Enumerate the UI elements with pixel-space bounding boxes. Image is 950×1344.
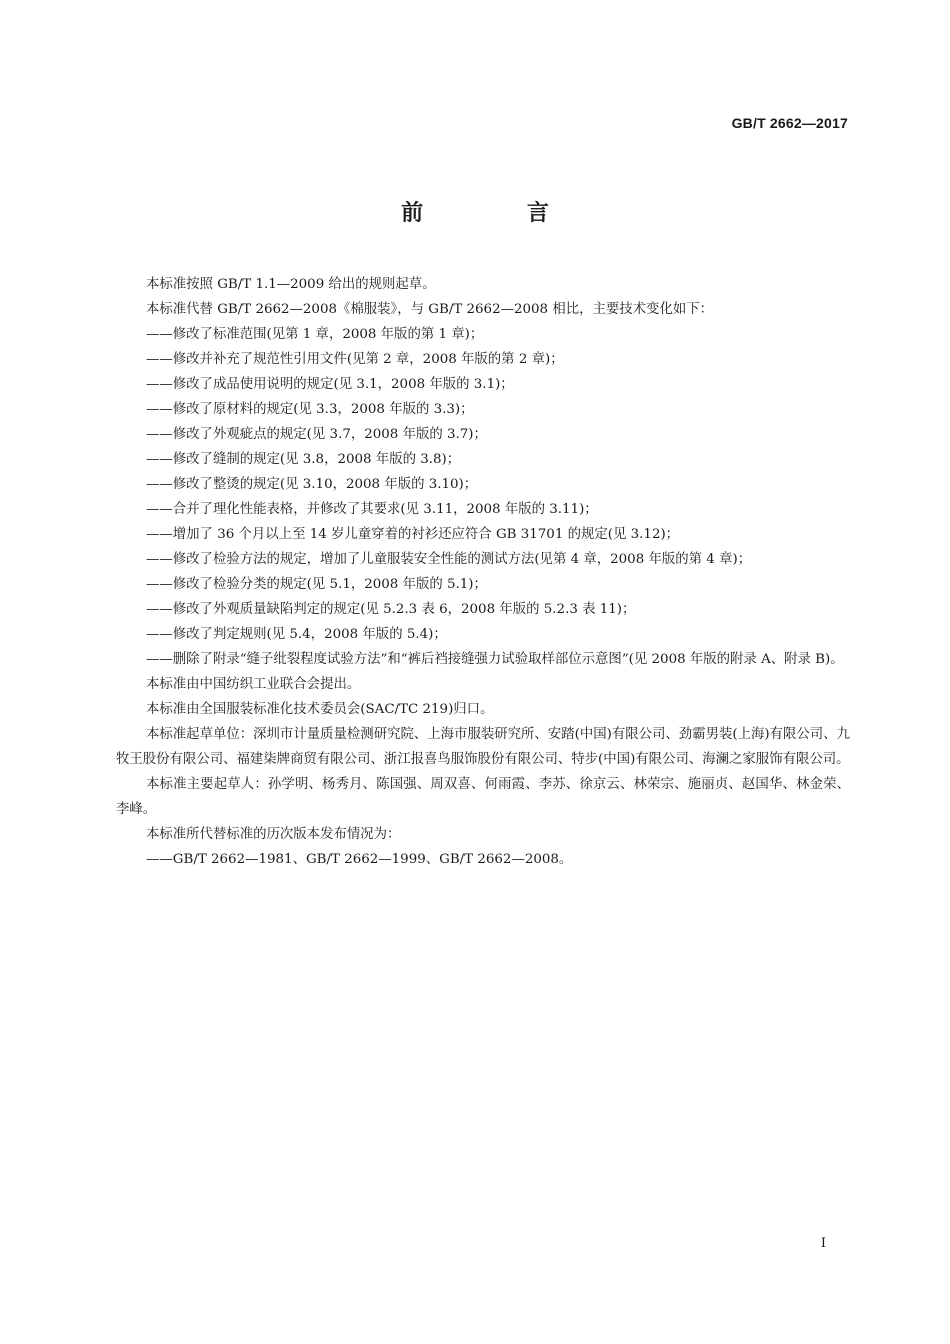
change-list-item: ——修改了标准范围(见第 1 章，2008 年版的第 1 章)； [146,327,484,342]
paragraph: 本标准主要起草人：孙学明、杨秀月、陈国强、周双喜、何雨霞、李苏、徐京云、林荣宗、施丽贞、赵国华、林金荣、李峰。 [116,777,850,817]
paragraph: 本标准按照 GB/T 1.1—2009 给出的规则起草。 [146,277,436,292]
change-list-item: ——修改了检验分类的规定(见 5.1，2008 年版的 5.1)； [146,577,487,592]
paragraph: 本标准由中国纺织工业联合会提出。 [146,677,361,692]
change-list-item: ——修改了外观疵点的规定(见 3.7，2008 年版的 3.7)； [146,427,487,442]
paragraph: 本标准所代替标准的历次版本发布情况为： [146,827,401,842]
paragraph: 本标准由全国服装标准化技术委员会(SAC/TC 219)归口。 [146,702,494,717]
change-list-item: ——合并了理化性能表格，并修改了其要求(见 3.11，2008 年版的 3.11)； [146,502,598,517]
change-list-item: ——修改了原材料的规定(见 3.3，2008 年版的 3.3)； [146,402,474,417]
standard-code: GB/T 2662—2017 [731,115,848,131]
change-list-item: ——删除了附录“缝子纰裂程度试验方法”和“裤后裆接缝强力试验取样部位示意图”(见 2008 年版的附录 A、附录 B)。 [146,652,844,667]
change-list-item: ——修改了检验方法的规定，增加了儿童服装安全性能的测试方法(见第 4 章，2008 年版的第 4 章)； [146,552,752,567]
change-list-item: ——修改了外观质量缺陷判定的规定(见 5.2.3 表 6，2008 年版的 5.2.3 表 11)； [146,602,636,617]
change-list-item: ——修改了缝制的规定(见 3.8，2008 年版的 3.8)； [146,452,461,467]
change-list-item: ——修改并补充了规范性引用文件(见第 2 章，2008 年版的第 2 章)； [146,352,564,367]
paragraph: 本标准起草单位：深圳市计量质量检测研究院、上海市服装研究所、安踏(中国)有限公司、劲霸男装(上海)有限公司、九牧王股份有限公司、福建柒牌商贸有限公司、浙江报喜鸟服饰股份有限公司、特步(中国)有限公司、海澜之家服饰有限公司。 [116,727,850,767]
edition-history-item: ——GB/T 2662—1981、GB/T 2662—1999、GB/T 2662—2008。 [146,852,573,867]
change-list-item: ——修改了成品使用说明的规定(见 3.1，2008 年版的 3.1)； [146,377,514,392]
change-list-item: ——修改了整烫的规定(见 3.10，2008 年版的 3.10)； [146,477,478,492]
paragraph: 本标准代替 GB/T 2662—2008《棉服装》，与 GB/T 2662—2008 相比，主要技术变化如下： [146,302,714,317]
foreword-body [116,272,850,872]
change-list-item: ——修改了判定规则(见 5.4，2008 年版的 5.4)； [146,627,447,642]
page-title: 前 言 [401,200,597,226]
change-list-item: ——增加了 36 个月以上至 14 岁儿童穿着的衬衫还应符合 GB 31701 的规定(见 3.12)； [146,527,680,542]
page-number: I [820,1236,826,1251]
